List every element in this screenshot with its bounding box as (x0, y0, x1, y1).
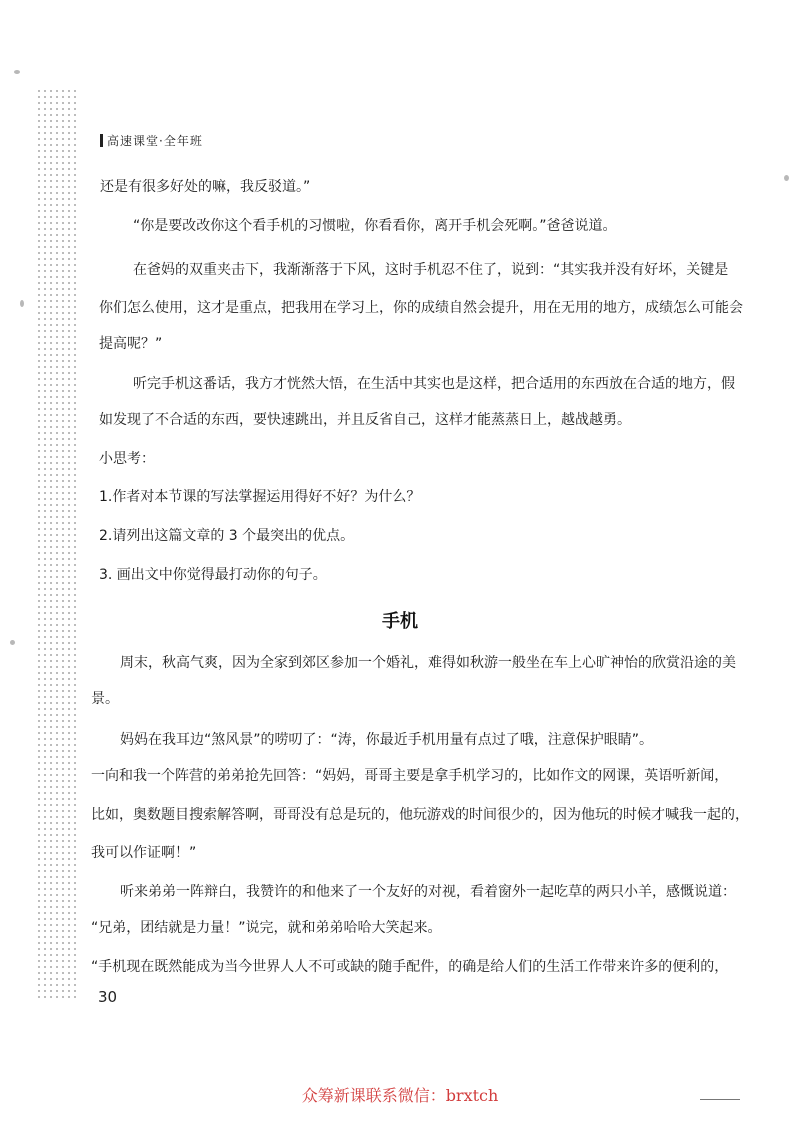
scan-speck (14, 70, 20, 74)
text-line: “你是要改改你这个看手机的习惯啦，你看看你，离开手机会死啊。”爸爸说道。 (133, 218, 617, 234)
scan-edge-line (700, 1099, 740, 1100)
text-line: 妈妈在我耳边“煞风景”的唠叨了：“涛，你最近手机用量有点过了哦，注意保护眼睛”。 (120, 732, 654, 748)
header-bar (100, 134, 103, 147)
text-line: 周末，秋高气爽，因为全家到郊区参加一个婚礼，难得如秋游一般坐在车上心旷神怡的欣赏沿途的美 (120, 655, 736, 671)
running-header (100, 132, 203, 149)
margin-dot-pattern (36, 88, 80, 1000)
text-line: 小思考： (99, 451, 155, 467)
scan-speck (10, 640, 15, 645)
question-item: 1.作者对本节课的写法掌握运用得好不好？为什么？ (99, 489, 421, 505)
text-line: 你们怎么使用，这才是重点，把我用在学习上，你的成绩自然会提升，用在无用的地方，成绩怎么可能会 (99, 300, 743, 316)
text-line: 一向和我一个阵营的弟弟抢先回答：“妈妈，哥哥主要是拿手机学习的，比如作文的网课，英语听新闻， (91, 768, 729, 784)
header-text: 高速课堂·全年班 (107, 134, 203, 148)
scan-speck (20, 300, 24, 307)
text-line: 提高呢？” (99, 336, 163, 352)
question-item: 3. 画出文中你觉得最打动你的句子。 (99, 567, 327, 583)
text-line: 还是有很多好处的嘛，我反驳道。” (100, 179, 311, 195)
text-line: 我可以作证啊！” (91, 845, 197, 861)
text-line: 在爸妈的双重夹击下，我渐渐落于下风，这时手机忍不住了，说到：“其实我并没有好坏，关键是 (133, 262, 729, 278)
scan-speck (784, 175, 789, 181)
footer-watermark: 众筹新课联系微信：brxtch (301, 1086, 499, 1105)
text-line: 比如，奥数题目搜索解答啊，哥哥没有总是玩的，他玩游戏的时间很少的，因为他玩的时候才喊我一起的， (91, 807, 749, 823)
text-line: 听完手机这番话，我方才恍然大悟，在生活中其实也是这样，把合适用的东西放在合适的地方，假 (133, 376, 735, 392)
section-title: 手机 (382, 611, 418, 632)
text-line: 如发现了不合适的东西，要快速跳出，并且反省自己，这样才能蒸蒸日上，越战越勇。 (99, 412, 631, 428)
text-line: “兄弟，团结就是力量！”说完，就和弟弟哈哈大笑起来。 (91, 920, 442, 936)
text-line: “手机现在既然能成为当今世界人人不可或缺的随手配件，的确是给人们的生活工作带来许多的便利的， (91, 959, 729, 975)
text-line: 听来弟弟一阵辩白，我赞许的和他来了一个友好的对视，看着窗外一起吃草的两只小羊，感慨说道： (120, 884, 736, 900)
text-line: 景。 (91, 691, 119, 707)
question-item: 2.请列出这篇文章的 3 个最突出的优点。 (99, 528, 355, 544)
page-number: 30 (98, 988, 118, 1006)
